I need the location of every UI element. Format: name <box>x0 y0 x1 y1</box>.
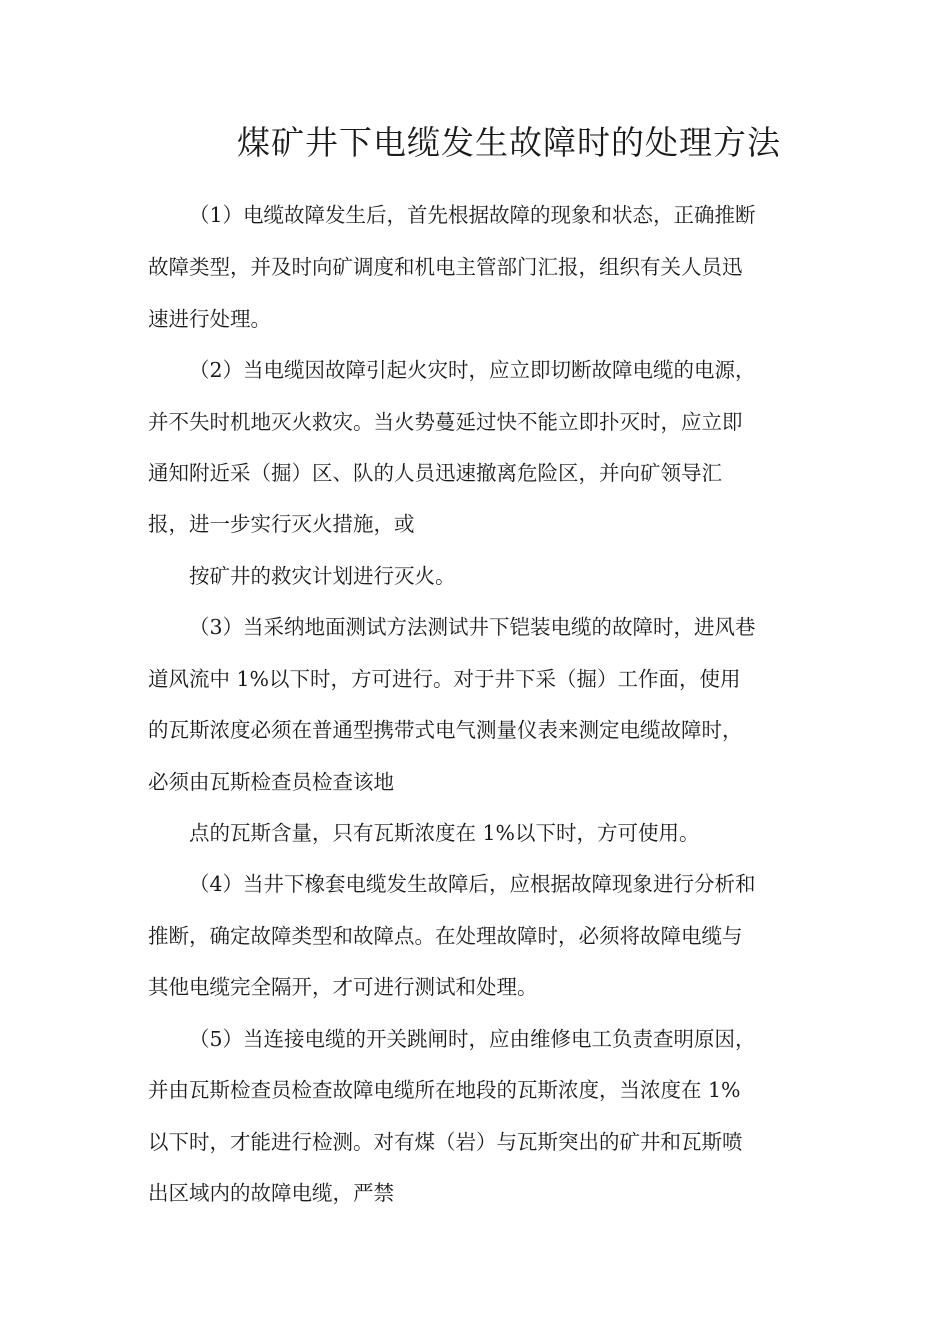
paragraph-5-line-1: （5）当连接电缆的开关跳闸时，应由维修电工负责查明原因， <box>189 1027 756 1051</box>
paragraph-3-line-4: 必须由瓦斯检查员检查该地 <box>148 770 394 794</box>
paragraph-3-line-2: 道风流中 1%以下时，方可进行。对于井下采（掘）工作面，使用 <box>148 667 741 691</box>
paragraph-3-line-5: 点的瓦斯含量，只有瓦斯浓度在 1%以下时，方可使用。 <box>189 821 700 845</box>
paragraph-1-line-2: 故障类型，并及时向矿调度和机电主管部门汇报，组织有关人员迅 <box>148 255 743 279</box>
paragraph-1-line-3: 速进行处理。 <box>148 307 271 331</box>
paragraph-4-line-2: 推断，确定故障类型和故障点。在处理故障时，必须将故障电缆与 <box>148 924 743 948</box>
paragraph-4-line-3: 其他电缆完全隔开，才可进行测试和处理。 <box>148 975 538 999</box>
paragraph-2-line-4: 报，进一步实行灭火措施，或 <box>148 512 415 536</box>
paragraph-2-line-5: 按矿井的救灾计划进行灭火。 <box>189 564 456 588</box>
paragraph-2-line-1: （2）当电缆因故障引起火灾时，应立即切断故障电缆的电源， <box>189 358 756 382</box>
paragraph-5-line-3: 以下时，才能进行检测。对有煤（岩）与瓦斯突出的矿井和瓦斯喷 <box>148 1130 743 1154</box>
paragraph-1-line-1: （1）电缆故障发生后，首先根据故障的现象和状态，正确推断 <box>189 203 756 227</box>
paragraph-2-line-3: 通知附近采（掘）区、队的人员迅速撤离危险区，并向矿领导汇 <box>148 461 722 485</box>
paragraph-3-line-1: （3）当采纳地面测试方法测试井下铠装电缆的故障时，进风巷 <box>189 615 756 639</box>
document-title: 煤矿井下电缆发生故障时的处理方法 <box>237 123 781 162</box>
paragraph-5-line-4: 出区域内的故障电缆，严禁 <box>148 1181 394 1205</box>
paragraph-3-line-3: 的瓦斯浓度必须在普通型携带式电气测量仪表来测定电缆故障时， <box>148 718 743 742</box>
paragraph-5-line-2: 并由瓦斯检查员检查故障电缆所在地段的瓦斯浓度，当浓度在 1% <box>148 1078 741 1102</box>
paragraph-4-line-1: （4）当井下橡套电缆发生故障后，应根据故障现象进行分析和 <box>189 872 756 896</box>
paragraph-2-line-2: 并不失时机地灭火救灾。当火势蔓延过快不能立即扑灭时，应立即 <box>148 410 743 434</box>
